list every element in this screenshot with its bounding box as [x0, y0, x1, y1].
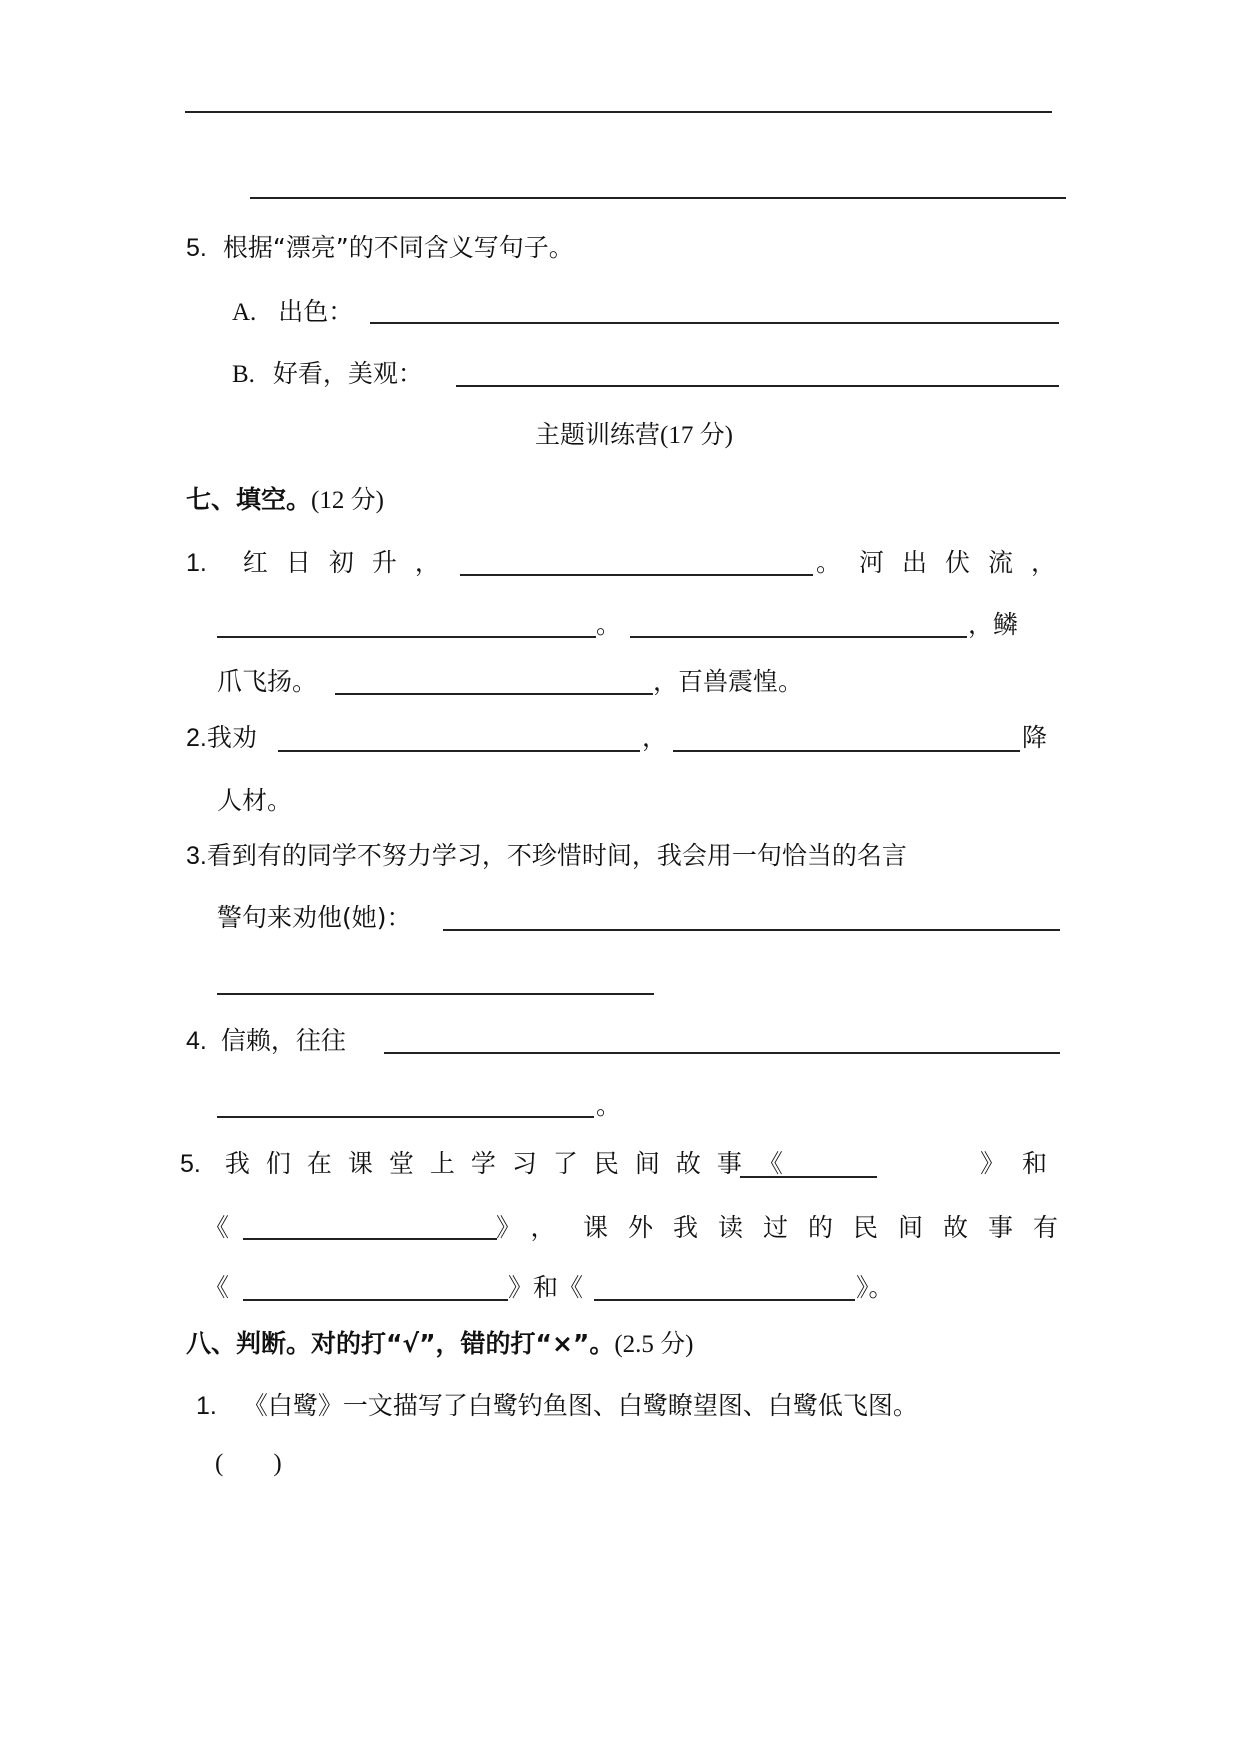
blank[interactable]: [443, 929, 1060, 931]
option-text: 出色：: [278, 297, 354, 326]
question-number: 3.: [186, 842, 207, 870]
s7-q5-text: 《: [204, 1273, 230, 1302]
answer-line-a[interactable]: [370, 322, 1059, 324]
blank[interactable]: [673, 750, 1020, 752]
blank[interactable]: [243, 1299, 508, 1301]
s7-q5-text: 》和《: [508, 1273, 584, 1302]
blank[interactable]: [630, 636, 967, 638]
s7-q5-text: 》，: [496, 1213, 578, 1242]
question-text: 根据“漂亮”的不同含义写句子。: [222, 233, 574, 262]
question-text: 《白鹭》一文描写了白鹭钓鱼图、白鹭瞭望图、白鹭低飞图。: [242, 1391, 918, 1420]
question-number: 1.: [196, 1392, 217, 1420]
question-5-prompt: [186, 232, 574, 264]
blank[interactable]: [217, 1116, 594, 1118]
s7-q2-line1: [186, 722, 257, 754]
s7-q1-text: 。河出伏流，: [816, 548, 1075, 577]
blank[interactable]: [335, 693, 653, 695]
s7-q5-text: 》: [980, 1149, 1006, 1178]
heading-text: 七、填空。: [186, 485, 312, 514]
question-text: 看到有的同学不努力学习，不珍惜时间，我会用一句恰当的名言: [206, 841, 907, 870]
s7-q3-line1: [186, 840, 907, 872]
s7-q5-text: 课外我读过的民间故事有: [583, 1213, 1079, 1242]
blank[interactable]: [217, 993, 654, 995]
question-text: 我们在课堂上学习了民间故事《: [224, 1149, 799, 1178]
blank[interactable]: [594, 1299, 855, 1301]
option-label: A.: [232, 299, 257, 326]
section-7-heading: [186, 484, 384, 517]
option-b: [232, 358, 423, 391]
question-number: 1.: [186, 549, 207, 577]
question-text: 红日初升，: [242, 548, 458, 577]
section-8-heading: [186, 1328, 694, 1361]
answer-line[interactable]: [185, 111, 1052, 113]
heading-text: 八、判断。对的打“√”，错的打“×”。: [186, 1329, 615, 1358]
option-text: 好看，美观：: [272, 359, 423, 388]
section-title: 主题训练营(17 分): [535, 422, 733, 449]
question-number: 5.: [186, 234, 207, 262]
s7-q1-text: 爪飞扬。: [217, 667, 318, 696]
question-text: 信赖，往往: [220, 1026, 346, 1055]
answer-line-b[interactable]: [456, 385, 1059, 387]
s7-q1-text: 。: [596, 610, 622, 639]
option-a: [232, 296, 353, 329]
s7-q1-text: ，鳞: [968, 610, 1019, 639]
s7-q4-line1: [186, 1025, 346, 1057]
blank[interactable]: [217, 636, 596, 638]
blank[interactable]: [278, 750, 640, 752]
answer-line[interactable]: [250, 197, 1066, 199]
question-number: 4.: [186, 1027, 207, 1055]
heading-score: (12 分): [311, 487, 384, 514]
s7-q1-text: ，百兽震惶。: [653, 667, 804, 696]
option-label: B.: [232, 361, 255, 388]
s7-q5-text: 《: [204, 1213, 230, 1242]
s7-q1-line1: [186, 547, 458, 579]
s8-q1-line1: [196, 1390, 918, 1422]
s7-q5-text: 和: [1022, 1149, 1048, 1178]
s7-q3-line2: 警句来劝他(她)：: [217, 903, 412, 932]
s7-q2-text: 人材。: [217, 786, 293, 815]
blank[interactable]: [740, 1176, 877, 1178]
s7-q5-line1: [180, 1148, 799, 1180]
s7-q2-text: ，: [642, 723, 668, 752]
s7-q2-text: 降: [1022, 723, 1048, 752]
answer-bracket[interactable]: ( ): [215, 1450, 282, 1477]
blank[interactable]: [460, 574, 813, 576]
question-text: 我劝: [206, 723, 257, 752]
s7-q5-text: 》。: [856, 1273, 894, 1302]
s7-q4-end: 。: [596, 1091, 622, 1120]
blank[interactable]: [384, 1052, 1060, 1054]
heading-score: (2.5 分): [614, 1331, 694, 1358]
question-number: 5.: [180, 1150, 201, 1178]
question-number: 2.: [186, 724, 207, 752]
blank[interactable]: [243, 1238, 497, 1240]
